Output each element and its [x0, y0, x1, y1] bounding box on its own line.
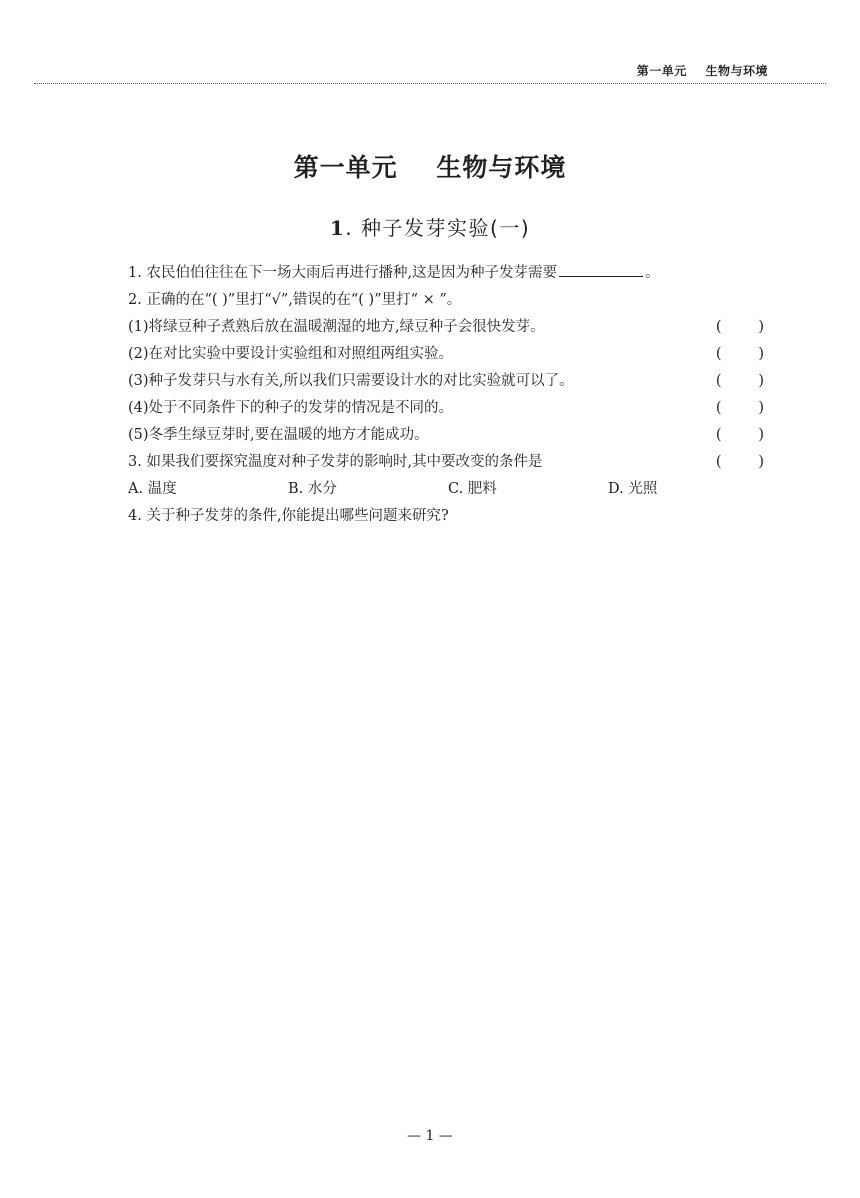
question-2-item-text: (1)将绿豆种子煮熟后放在温暖潮湿的地方,绿豆种子会很快发芽。 — [128, 319, 545, 335]
unit-title: 第一单元 生物与环境 — [293, 153, 567, 182]
option-c[interactable]: C. 肥料 — [448, 481, 497, 497]
header-divider — [34, 83, 826, 84]
question-1-text: 1. 农民伯伯往往在下一场大雨后再进行播种,这是因为种子发芽需要 — [128, 265, 558, 281]
lesson-number-separator: . — [345, 216, 354, 240]
lesson-title-text: 种子发芽实验(一) — [353, 216, 531, 240]
answer-parentheses[interactable]: ( ) — [715, 319, 764, 335]
question-2-item — [128, 314, 768, 341]
question-3 — [128, 449, 768, 476]
running-header: 第一单元 生物与环境 — [636, 64, 768, 78]
worksheet-content — [128, 260, 768, 530]
question-2-item-text: (3)种子发芽只与水有关,所以我们只需要设计水的对比实验就可以了。 — [128, 373, 574, 389]
option-b[interactable]: B. 水分 — [288, 481, 337, 497]
option-a[interactable]: A. 温度 — [128, 481, 177, 497]
answer-parentheses[interactable]: ( ) — [715, 373, 764, 389]
answer-parentheses[interactable]: ( ) — [715, 427, 764, 443]
answer-parentheses[interactable]: ( ) — [715, 400, 764, 416]
question-1-blank[interactable] — [559, 260, 643, 277]
lesson-number: 1 — [329, 216, 346, 240]
question-2-item-text: (2)在对比实验中要设计实验组和对照组两组实验。 — [128, 346, 454, 362]
lesson-title — [0, 212, 860, 241]
option-d[interactable]: D. 光照 — [608, 481, 658, 497]
answer-parentheses[interactable]: ( ) — [715, 454, 764, 470]
question-1 — [128, 260, 768, 287]
question-1-end: 。 — [645, 265, 660, 281]
question-3-options — [128, 476, 768, 503]
answer-parentheses[interactable]: ( ) — [715, 346, 764, 362]
question-2-item-text: (5)冬季生绿豆芽时,要在温暖的地方才能成功。 — [128, 427, 429, 443]
question-2-item — [128, 368, 768, 395]
question-2-item — [128, 395, 768, 422]
question-4: 4. 关于种子发芽的条件,你能提出哪些问题来研究? — [128, 508, 449, 524]
question-2-item-text: (4)处于不同条件下的种子的发芽的情况是不同的。 — [128, 400, 454, 416]
question-3-text: 3. 如果我们要探究温度对种子发芽的影响时,其中要改变的条件是 — [128, 454, 543, 470]
question-2-stem: 2. 正确的在“( )”里打“√”,错误的在“( )”里打“ × ”。 — [128, 292, 462, 308]
question-2-item — [128, 422, 768, 449]
page-number: — 1 — — [407, 1128, 453, 1144]
question-2-item — [128, 341, 768, 368]
